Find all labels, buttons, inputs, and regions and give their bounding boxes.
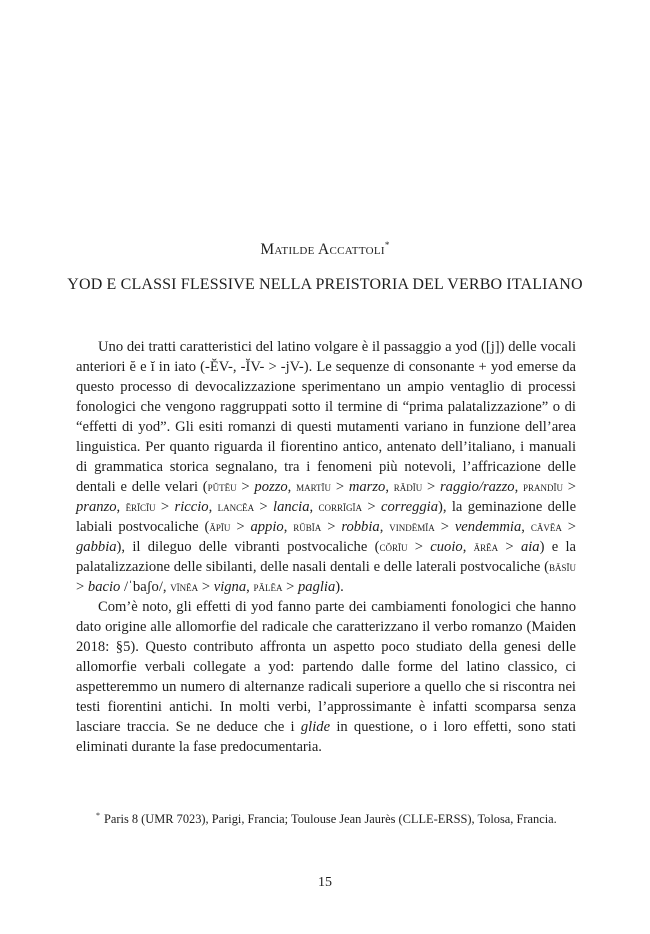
footnote-text: Paris 8 (UMR 7023), Parigi, Francia; Toulouse Jean Jaurès (CLLE-ERSS), Tolosa, Francia.: [104, 812, 557, 826]
article-body: [76, 337, 576, 757]
footnote-marker: *: [96, 811, 100, 820]
article-title: YOD E CLASSI FLESSIVE NELLA PREISTORIA DEL VERBO ITALIANO: [67, 276, 583, 293]
page-number: 15: [318, 875, 332, 890]
footnote: [96, 808, 586, 827]
author-footnote-marker: *: [384, 240, 390, 250]
paragraph-1: Uno dei tratti caratteristici del latino volgare è il passaggio a yod ([j]) delle vocali anteriori ĕ e ĭ in iato (-ĔV-, -ĬV- > -jV-). Le sequenze di consonante + yod emerse da questo processo di devocalizzazione sperimentano un ampio ventaglio di processi fonologici che vengono raggruppati sotto il termine di “prima palatalizzazione” o di “effetti di yod”. Gli esiti romanzi di questi mutamenti variano in funzione dell’area linguistica. Per quanto riguarda il fiorentino antico, antenato dell’italiano, i manuali di grammatica storica segnalano, tra i fenomeni più notevoli, l’affricazione delle dentali e delle velari (pŭtĕu > pozzo, martĭu > marzo, rădĭu > raggio/razzo, prandĭu > pranzo, ĕrĭcĭu > riccio, lancĕa > lancia, corrĭgĭa > correggia), la geminazione delle labiali postvocaliche (ăpĭu > appio, rŭbĭa > robbia, vindēmĭa > vendemmia, căvĕa > gabbia), il dileguo delle vibranti postvocaliche (cŏrĭu > cuoio, ārĕa > aia) e la palatalizzazione delle sibilanti, delle nasali dentali e delle laterali postvocaliche (bāsĭu > bacio /ˈbaʃo/, vīnĕa > vigna, pălĕa > paglia).: [76, 339, 577, 595]
paragraph-2: Com’è noto, gli effetti di yod fanno parte dei cambiamenti fonologici che hanno dato origine alle allomorfie del radicale che caratterizzano il verbo romanzo (Maiden 2018: §5). Questo contributo affronta un aspetto poco studiato della genesi delle allomorfie verbali collegate a yod: partendo dalle forme del latino classico, ci aspetteremmo un numero di alternanze radicali superiore a quello che si riscontra nei testi fiorentini antichi. In molti verbi, l’approssimante è infatti scomparsa senza lasciare traccia. Se ne deduce che i glide in questione, o i loro effetti, sono stati eliminati durante la fase predocumentaria.: [76, 599, 577, 755]
author-name: Matilde Accattoli*: [260, 240, 390, 258]
